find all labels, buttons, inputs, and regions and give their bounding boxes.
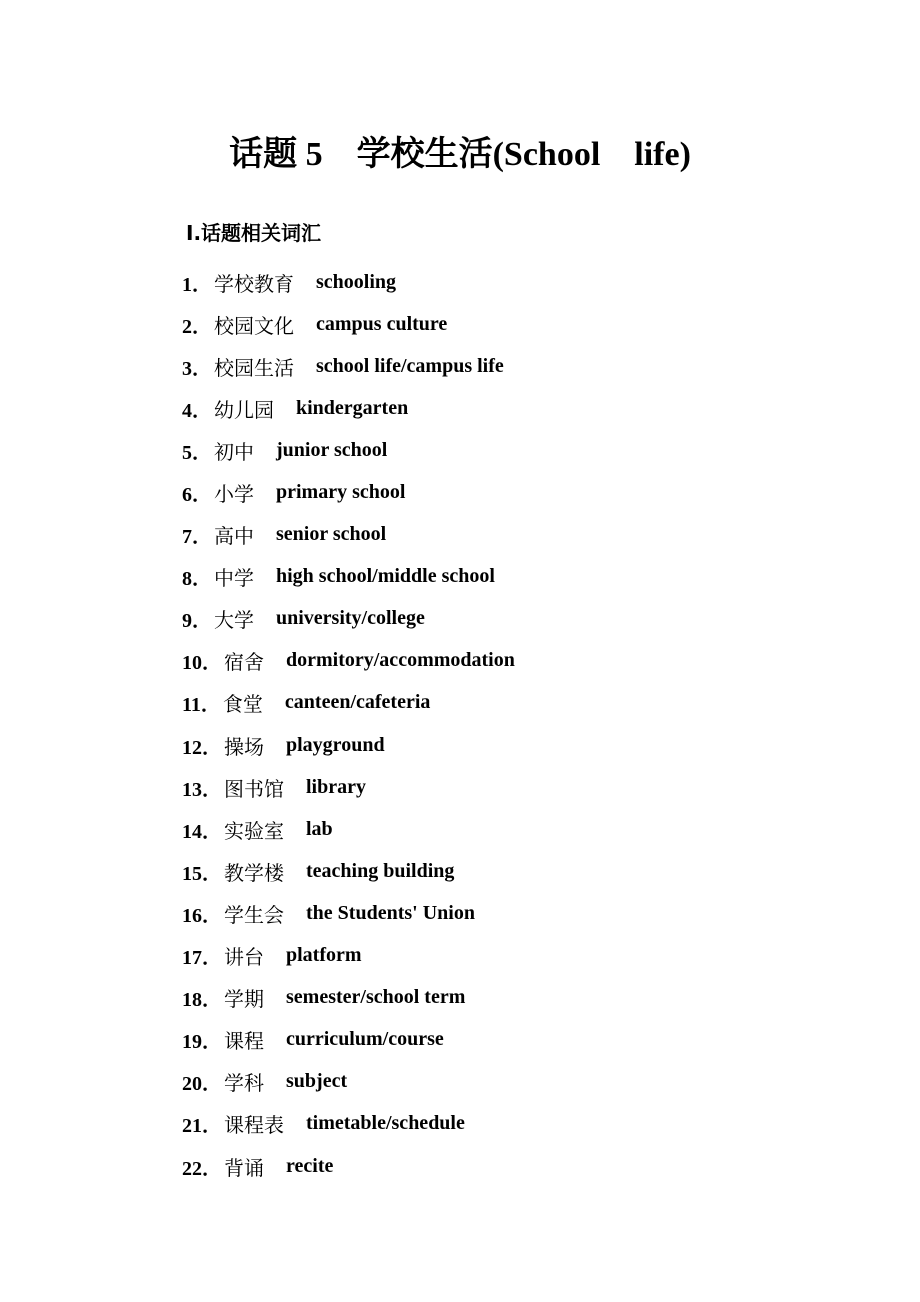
english-term: school life/campus life	[316, 354, 504, 377]
english-term: university/college	[276, 607, 425, 630]
chinese-term: 课程	[224, 1031, 264, 1054]
list-item	[182, 1145, 515, 1187]
item-number: 14．	[182, 820, 222, 843]
chinese-term: 幼儿园	[214, 399, 274, 422]
chinese-term: 学科	[224, 1073, 264, 1096]
chinese-term: 教学楼	[224, 862, 284, 885]
list-item	[182, 598, 515, 640]
item-number: 5．	[182, 441, 212, 464]
chinese-term: 学生会	[224, 904, 284, 927]
list-item	[182, 303, 515, 345]
chinese-term: 高中	[214, 526, 254, 549]
item-number: 7．	[182, 526, 212, 549]
english-term: subject	[286, 1070, 348, 1093]
english-term: kindergarten	[296, 396, 409, 419]
english-term: the Students' Union	[306, 901, 475, 924]
chinese-term: 食堂	[222, 694, 263, 717]
list-item	[182, 682, 515, 724]
chinese-term: 学期	[224, 989, 264, 1012]
list-item	[182, 1103, 515, 1145]
list-item	[182, 387, 515, 429]
chinese-term: 实验室	[224, 820, 284, 843]
item-number: 17．	[182, 947, 222, 970]
item-number: 3．	[182, 357, 212, 380]
list-item	[182, 640, 515, 682]
chinese-term: 中学	[214, 568, 254, 591]
item-number: 19．	[182, 1031, 222, 1054]
english-term: playground	[286, 733, 385, 756]
item-number: 4．	[182, 399, 212, 422]
chinese-term: 操场	[224, 736, 264, 759]
item-number: 1．	[182, 273, 212, 296]
english-term: campus culture	[316, 312, 448, 335]
english-term: canteen/cafeteria	[284, 691, 431, 714]
list-item	[182, 724, 515, 766]
item-number: 13．	[182, 778, 222, 801]
item-number: 16．	[182, 904, 222, 927]
item-number: 11．	[182, 694, 221, 717]
vocabulary-list	[182, 261, 515, 1187]
english-term: semester/school term	[286, 986, 466, 1009]
english-term: timetable/schedule	[306, 1112, 465, 1135]
item-number: 20．	[182, 1073, 222, 1096]
page-title: 话题 5 学校生活(School life)	[229, 136, 691, 173]
english-term: teaching building	[306, 859, 455, 882]
item-number: 8．	[182, 568, 212, 591]
list-item	[182, 850, 515, 892]
english-term: lab	[306, 817, 333, 840]
list-item	[182, 556, 515, 598]
list-item	[182, 345, 515, 387]
list-item	[182, 977, 515, 1019]
item-number: 2．	[182, 315, 212, 338]
chinese-term: 讲台	[224, 947, 264, 970]
english-term: schooling	[316, 270, 397, 293]
chinese-term: 小学	[214, 484, 254, 507]
chinese-term: 宿舍	[224, 652, 264, 675]
list-item	[182, 892, 515, 934]
list-item	[182, 1061, 515, 1103]
chinese-term: 课程表	[224, 1115, 284, 1138]
english-term: primary school	[276, 481, 406, 504]
item-number: 15．	[182, 862, 222, 885]
item-number: 12．	[182, 736, 222, 759]
list-item	[182, 471, 515, 513]
list-item	[182, 261, 515, 303]
list-item	[182, 935, 515, 977]
english-term: high school/middle school	[276, 565, 495, 588]
chinese-term: 大学	[214, 610, 254, 633]
item-number: 6．	[182, 484, 212, 507]
list-item	[182, 514, 515, 556]
chinese-term: 初中	[214, 441, 254, 464]
chinese-term: 校园生活	[214, 357, 294, 380]
english-term: library	[306, 775, 366, 798]
chinese-term: 学校教育	[214, 273, 294, 296]
english-term: dormitory/accommodation	[286, 649, 515, 672]
english-term: platform	[286, 944, 362, 967]
item-number: 21．	[182, 1115, 222, 1138]
list-item	[182, 808, 515, 850]
section-heading: Ⅰ.话题相关词汇	[186, 221, 322, 245]
item-number: 18．	[182, 989, 222, 1012]
item-number: 9．	[182, 610, 212, 633]
english-term: junior school	[276, 438, 388, 461]
list-item	[182, 429, 515, 471]
chinese-term: 校园文化	[214, 315, 294, 338]
english-term: curriculum/course	[286, 1028, 444, 1051]
chinese-term: 背诵	[224, 1157, 264, 1180]
chinese-term: 图书馆	[224, 778, 284, 801]
english-term: recite	[286, 1154, 334, 1177]
list-item	[182, 1019, 515, 1061]
item-number: 10．	[182, 652, 222, 675]
item-number: 22．	[182, 1157, 222, 1180]
english-term: senior school	[276, 523, 387, 546]
list-item	[182, 766, 515, 808]
